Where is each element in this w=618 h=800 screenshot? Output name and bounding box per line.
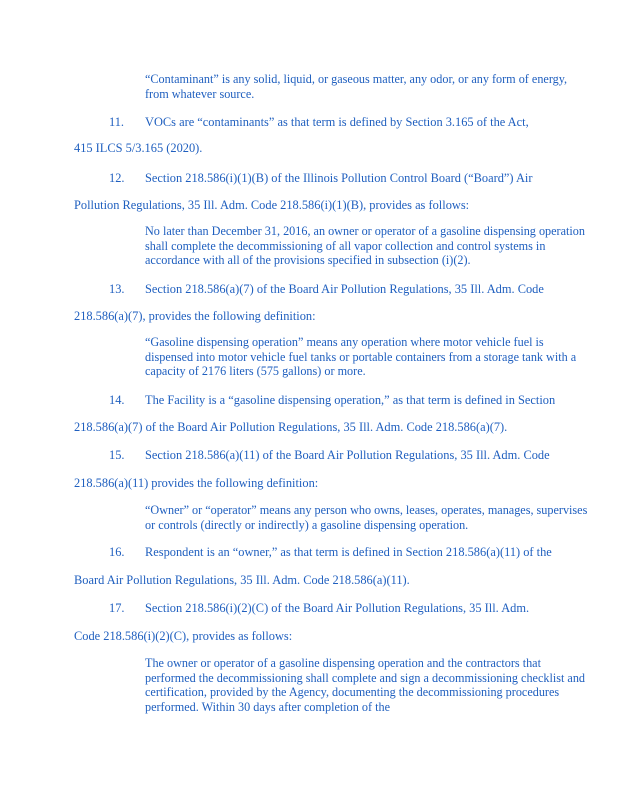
paragraph-16-line-2: Board Air Pollution Regulations, 35 Ill. Adm. Code 218.586(a)(11). (74, 573, 410, 587)
paragraph-number-12: 12. (109, 171, 125, 185)
paragraph-number-16: 16. (109, 545, 125, 559)
paragraph-17-line-1: Section 218.586(i)(2)(C) of the Board Air Pollution Regulations, 35 Ill. Adm. (145, 601, 530, 615)
paragraph-15-line-2: 218.586(a)(11) provides the following definition: (74, 476, 319, 490)
paragraph-12-line-2: Pollution Regulations, 35 Ill. Adm. Code 218.586(i)(1)(B), provides as follows: (74, 198, 470, 212)
paragraph-14-line-1: The Facility is a “gasoline dispensing operation,” as that term is defined in Section (145, 393, 556, 407)
paragraph-15-line-1: Section 218.586(a)(11) of the Board Air Pollution Regulations, 35 Ill. Adm. Code (145, 448, 550, 462)
paragraph-12-line-1: Section 218.586(i)(1)(B) of the Illinois Pollution Control Board (“Board”) Air (145, 171, 533, 185)
paragraph-11-line-1: VOCs are “contaminants” as that term is defined by Section 3.165 of the Act, (145, 115, 529, 129)
owner-operator-definition-quote: “Owner” or “operator” means any person who owns, leases, operates, manages, supervises or controls (directly or indirectly) a gasoline dispensing operation. (145, 503, 588, 532)
paragraph-number-11: 11. (109, 115, 125, 129)
paragraph-11-line-2: 415 ILCS 5/3.165 (2020). (74, 141, 203, 155)
decommissioning-requirement-quote: No later than December 31, 2016, an owner or operator of a gasoline dispensing operation shall complete the decommissioning of all vapor collection and control systems in accordance with all of the provisions specified in subsection (i)(2). (145, 224, 585, 267)
contaminant-definition-quote: “Contaminant” is any solid, liquid, or gaseous matter, any odor, or any form of energy, from whatever source. (145, 72, 568, 101)
paragraph-number-14: 14. (109, 393, 125, 407)
paragraph-number-17: 17. (109, 601, 125, 615)
paragraph-14-line-2: 218.586(a)(7) of the Board Air Pollution Regulations, 35 Ill. Adm. Code 218.586(a)(7). (74, 420, 508, 434)
paragraph-13-line-1: Section 218.586(a)(7) of the Board Air Pollution Regulations, 35 Ill. Adm. Code (145, 282, 544, 296)
decommissioning-checklist-quote: The owner or operator of a gasoline dispensing operation and the contractors that performed the decommissioning shall complete and sign a decommissioning checklist and certification, provided by the Agency, documenting the decommissioning procedures performed. Within 30 days after completion of the (145, 656, 586, 714)
paragraph-13-line-2: 218.586(a)(7), provides the following definition: (74, 309, 316, 323)
paragraph-17-line-2: Code 218.586(i)(2)(C), provides as follows: (74, 629, 293, 643)
paragraph-number-13: 13. (109, 282, 125, 296)
paragraph-number-15: 15. (109, 448, 125, 462)
gasoline-dispensing-definition-quote: “Gasoline dispensing operation” means any operation where motor vehicle fuel is dispensed into motor vehicle fuel tanks or portable containers from a storage tank with a capacity of 2176 liters (575 gallons) or more. (145, 335, 577, 378)
paragraph-16-line-1: Respondent is an “owner,” as that term is defined in Section 218.586(a)(11) of the (145, 545, 552, 559)
